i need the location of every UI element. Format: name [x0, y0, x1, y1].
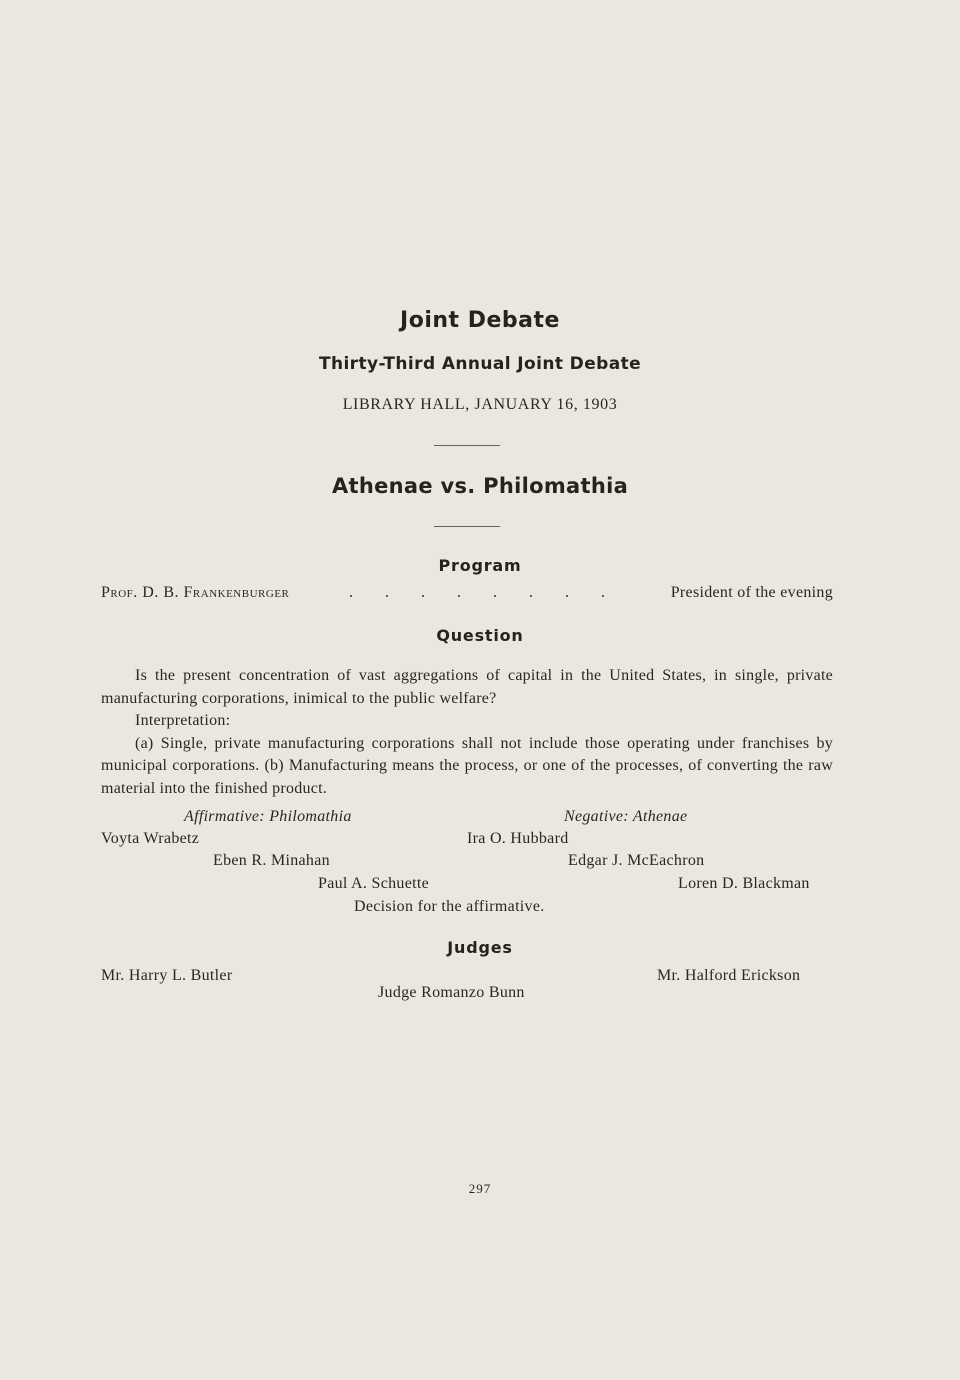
judge-2: Mr. Halford Erickson [657, 967, 801, 984]
affirmative-speaker-2: Eben R. Minahan [213, 852, 330, 869]
presider-line [101, 584, 833, 602]
negative-label: Negative: Athenae [564, 808, 688, 825]
question-body [101, 665, 833, 800]
negative-speaker-1: Ira O. Hubbard [467, 830, 569, 847]
judge-3: Judge Romanzo Bunn [378, 984, 525, 1001]
matchup-heading: Athenae vs. Philomathia [331, 474, 629, 498]
page-number: 297 [468, 1181, 492, 1196]
negative-speaker-3: Loren D. Blackman [678, 875, 810, 892]
program-heading: Program [438, 556, 522, 575]
venue-date: LIBRARY HALL, JANUARY 16, 1903 [342, 396, 618, 413]
debate-subtitle: Thirty-Third Annual Joint Debate [318, 354, 642, 374]
affirmative-speaker-1: Voyta Wrabetz [101, 830, 200, 847]
leader-dots: . . . . . . . . [349, 584, 620, 601]
affirmative-label: Affirmative: Philomathia [184, 808, 352, 825]
page-title: Joint Debate [400, 308, 560, 333]
interpretation-label: Interpretation: [135, 712, 231, 729]
affirmative-speaker-3: Paul A. Schuette [318, 875, 430, 892]
divider-rule [434, 526, 500, 527]
presider-role: President of the evening [670, 584, 833, 601]
question-text: Is the present concentration of vast aggregations of capital in the United States, in single, private manufacturing corporations, inimical to the public welfare? [101, 667, 833, 707]
divider-rule [434, 445, 500, 446]
question-heading: Question [436, 626, 524, 645]
interpretation-text: (a) Single, private manufacturing corporations shall not include those operating under franchises by municipal corporations. (b) Manufacturing means the process, or one of the processes, of converting the raw material into the finished product. [101, 734, 833, 797]
decision-text: Decision for the affirmative. [354, 898, 545, 915]
judge-1: Mr. Harry L. Butler [101, 967, 233, 984]
presider-name: Prof. D. B. Frankenburger [101, 584, 290, 601]
judges-heading: Judges [447, 938, 513, 957]
negative-speaker-2: Edgar J. McEachron [568, 852, 705, 869]
